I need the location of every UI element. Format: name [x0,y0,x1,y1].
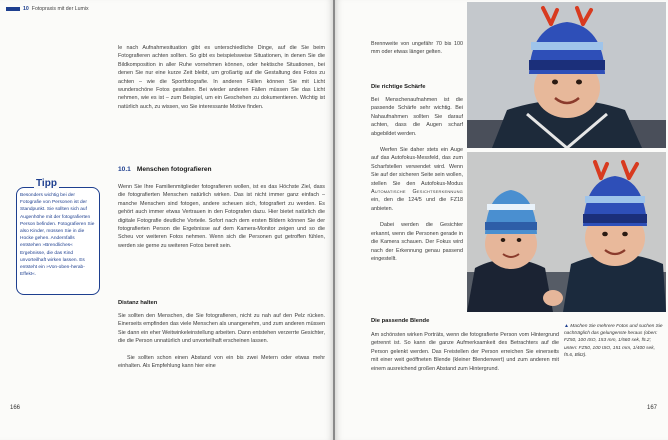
caption-text: Machen Sie mehrere Fotos und suchen Sie nachträglich das gelungenste heraus (oben: FZ50, 100 ISO, 153 mm, 1/560 sek, f5.2; unten: FZ50, 100 ISO, 151 mm, 1/400 sek, f5.6, Blitz). [564,324,663,358]
photo-child-portrait [467,2,666,148]
page-number-left: 166 [10,405,21,411]
photo-child-portrait-image [467,2,666,148]
sharpness-text-2-prefix: Werfen Sie daher stets ein Auge auf das Autofokus-Messfeld, das zum Scharfstellen verwendet wird. Wenn Sie auf der sicheren Seite sein wollen, stellen Sie den Autofokus-Modus [371,147,463,187]
section-number: 10.1 [118,166,131,173]
intro-paragraph [118,44,325,119]
page-number-right: 167 [647,405,658,411]
distance-text-2: Sie sollten schon einen Abstand von ein bis zwei Metern oder etwas mehr einhalten. Als Empfehlung kann hier eine [118,354,325,370]
running-header [6,6,89,12]
aperture-text: Am schönsten wirken Porträts, wenn die fotografierte Person vom Hintergrund getrennt ist. So kann die ganze Aufmerksamkeit des Betrachters auf die Person gelenkt werden. Das Freistellen der Person erreichen Sie einerseits mit einer weit geöffneten Blende (kleiner Blendenwert) und zum anderen mit einem ausreichend großen Abstand zum Hintergrund. [371,332,559,372]
subheading-sharpness: Die richtige Schärfe [371,84,426,90]
section-heading [118,166,212,173]
tip-title: Tipp [36,178,57,189]
photo-two-children-image [467,152,666,312]
sharpness-text-3: Dabei werden die Gesichter erkannt, wenn die Personen gerade in die Kamera schauen. Der Fokus wird nach der Erkennung genau passend eingestellt. [371,222,463,262]
caption-arrow-icon: ▲ [564,323,569,329]
left-page [0,0,333,440]
header-accent-bar [6,7,20,11]
distance-paragraphs [118,312,325,378]
subheading-aperture: Die passende Blende [371,318,430,324]
sharpness-text-2 [371,146,463,213]
photo-caption [564,323,664,359]
section-text: Wenn Sie Ihre Familienmitglieder fotografieren wollen, ist es das Höchste Ziel, dass die fotografierten Menschen natürlich wirken. Das ist nicht immer ganz einfach – manche Menschen sind fotogen, andere scheuen sich, fotografiert zu werden. Es gehört auch immer etwas Vertrauen in den Fotografen dazu. Hier bietet natürlich die digitale Fotografie deutliche Vorteile. Sofort nach dem ersten Bildern können Sie der fotografierten Person die Ergebnisse auf dem Kamera-Monitor zeigen und so die Scheu vor weiteren Fotos nehmen. Wenn sich die Personen gut getroffen fühlen, werden sie gerne zu weiteren Fotos bereit sein. [118,184,325,249]
top-paragraph [371,40,463,65]
intro-text: le nach Aufnahmesituation gibt es unterschiedliche Dinge, auf die Sie beim Fotografieren achten sollten. So gibt es beispielsweise Situationen, in denen Sie die Bildkomposition in aller Ruhe vornehmen können, oder hektische Situationen, bei denen Sie nur eine kurze Zeit bleibt, um großartig auf die Gestaltung des Fotos zu achten – wie die Sportfotografie. In anderen Fällen können Sie mit Licht wunderschöne Fotos gestalten. Bei wieder anderen Fällen müssen Sie das Licht nehmen, wie es ist – zum Beispiel, um ein Geschehen zu dokumentieren. Wichtig ist natürlich auch, zu wissen, wo Sie interessante Motive finden. [118,45,325,110]
section-paragraph [118,183,325,258]
sharpness-paragraphs [371,96,463,271]
subheading-distance: Distanz halten [118,300,158,306]
right-page [335,0,668,440]
af-mode-name: Automatische Gesichtserkennung [371,189,463,196]
distance-text-1: Sie sollten den Menschen, die Sie fotografieren, nicht zu nah auf den Pelz rücken. Einerseits empfinden das viele Menschen als unangenehm, und zum anderen müssen Sie dann ein eher Weitwinkeleinstellung arbeiten. Dann entstehen verzerrte Gesichter, die die Person unnatürlich und unvorteilhaft erscheinen lassen. [118,313,325,345]
header-chapter-number: 10 [23,6,29,12]
header-chapter-title: Fotopraxis mit der Lumix [31,6,89,12]
photo-two-children [467,152,666,312]
top-text: Brennweite von ungefähr 70 bis 100 mm oder etwas länger gelten. [371,41,463,56]
section-title: Menschen fotografieren [136,166,212,173]
tip-text: Besonders wichtig bei der Fotografie von Personen ist der Standpunkt. Sie sollten sich auf Augenhöhe mit der fotografierten Person befinden. Fotografieren Sie also Kinder, müssen Sie in die Hocke gehen. Andernfalls entstehen »Brendliches« Ergebnisse, die das Kind unvorteilhaft wirken lassen. Es entsteht ein »Von-oben-herab-Effekt«. [20,193,95,278]
aperture-paragraph [371,331,559,381]
sharpness-text-2-suffix: ein, den die 124/5 und die FZ18 anbieten. [371,197,463,212]
sharpness-text-1: Bei Menschenaufnahmen ist die passende Schärfe sehr wichtig. Bei Nahaufnahmen sollten Sie darauf achten, dass die Augen scharf abgebildet werden. [371,97,463,137]
